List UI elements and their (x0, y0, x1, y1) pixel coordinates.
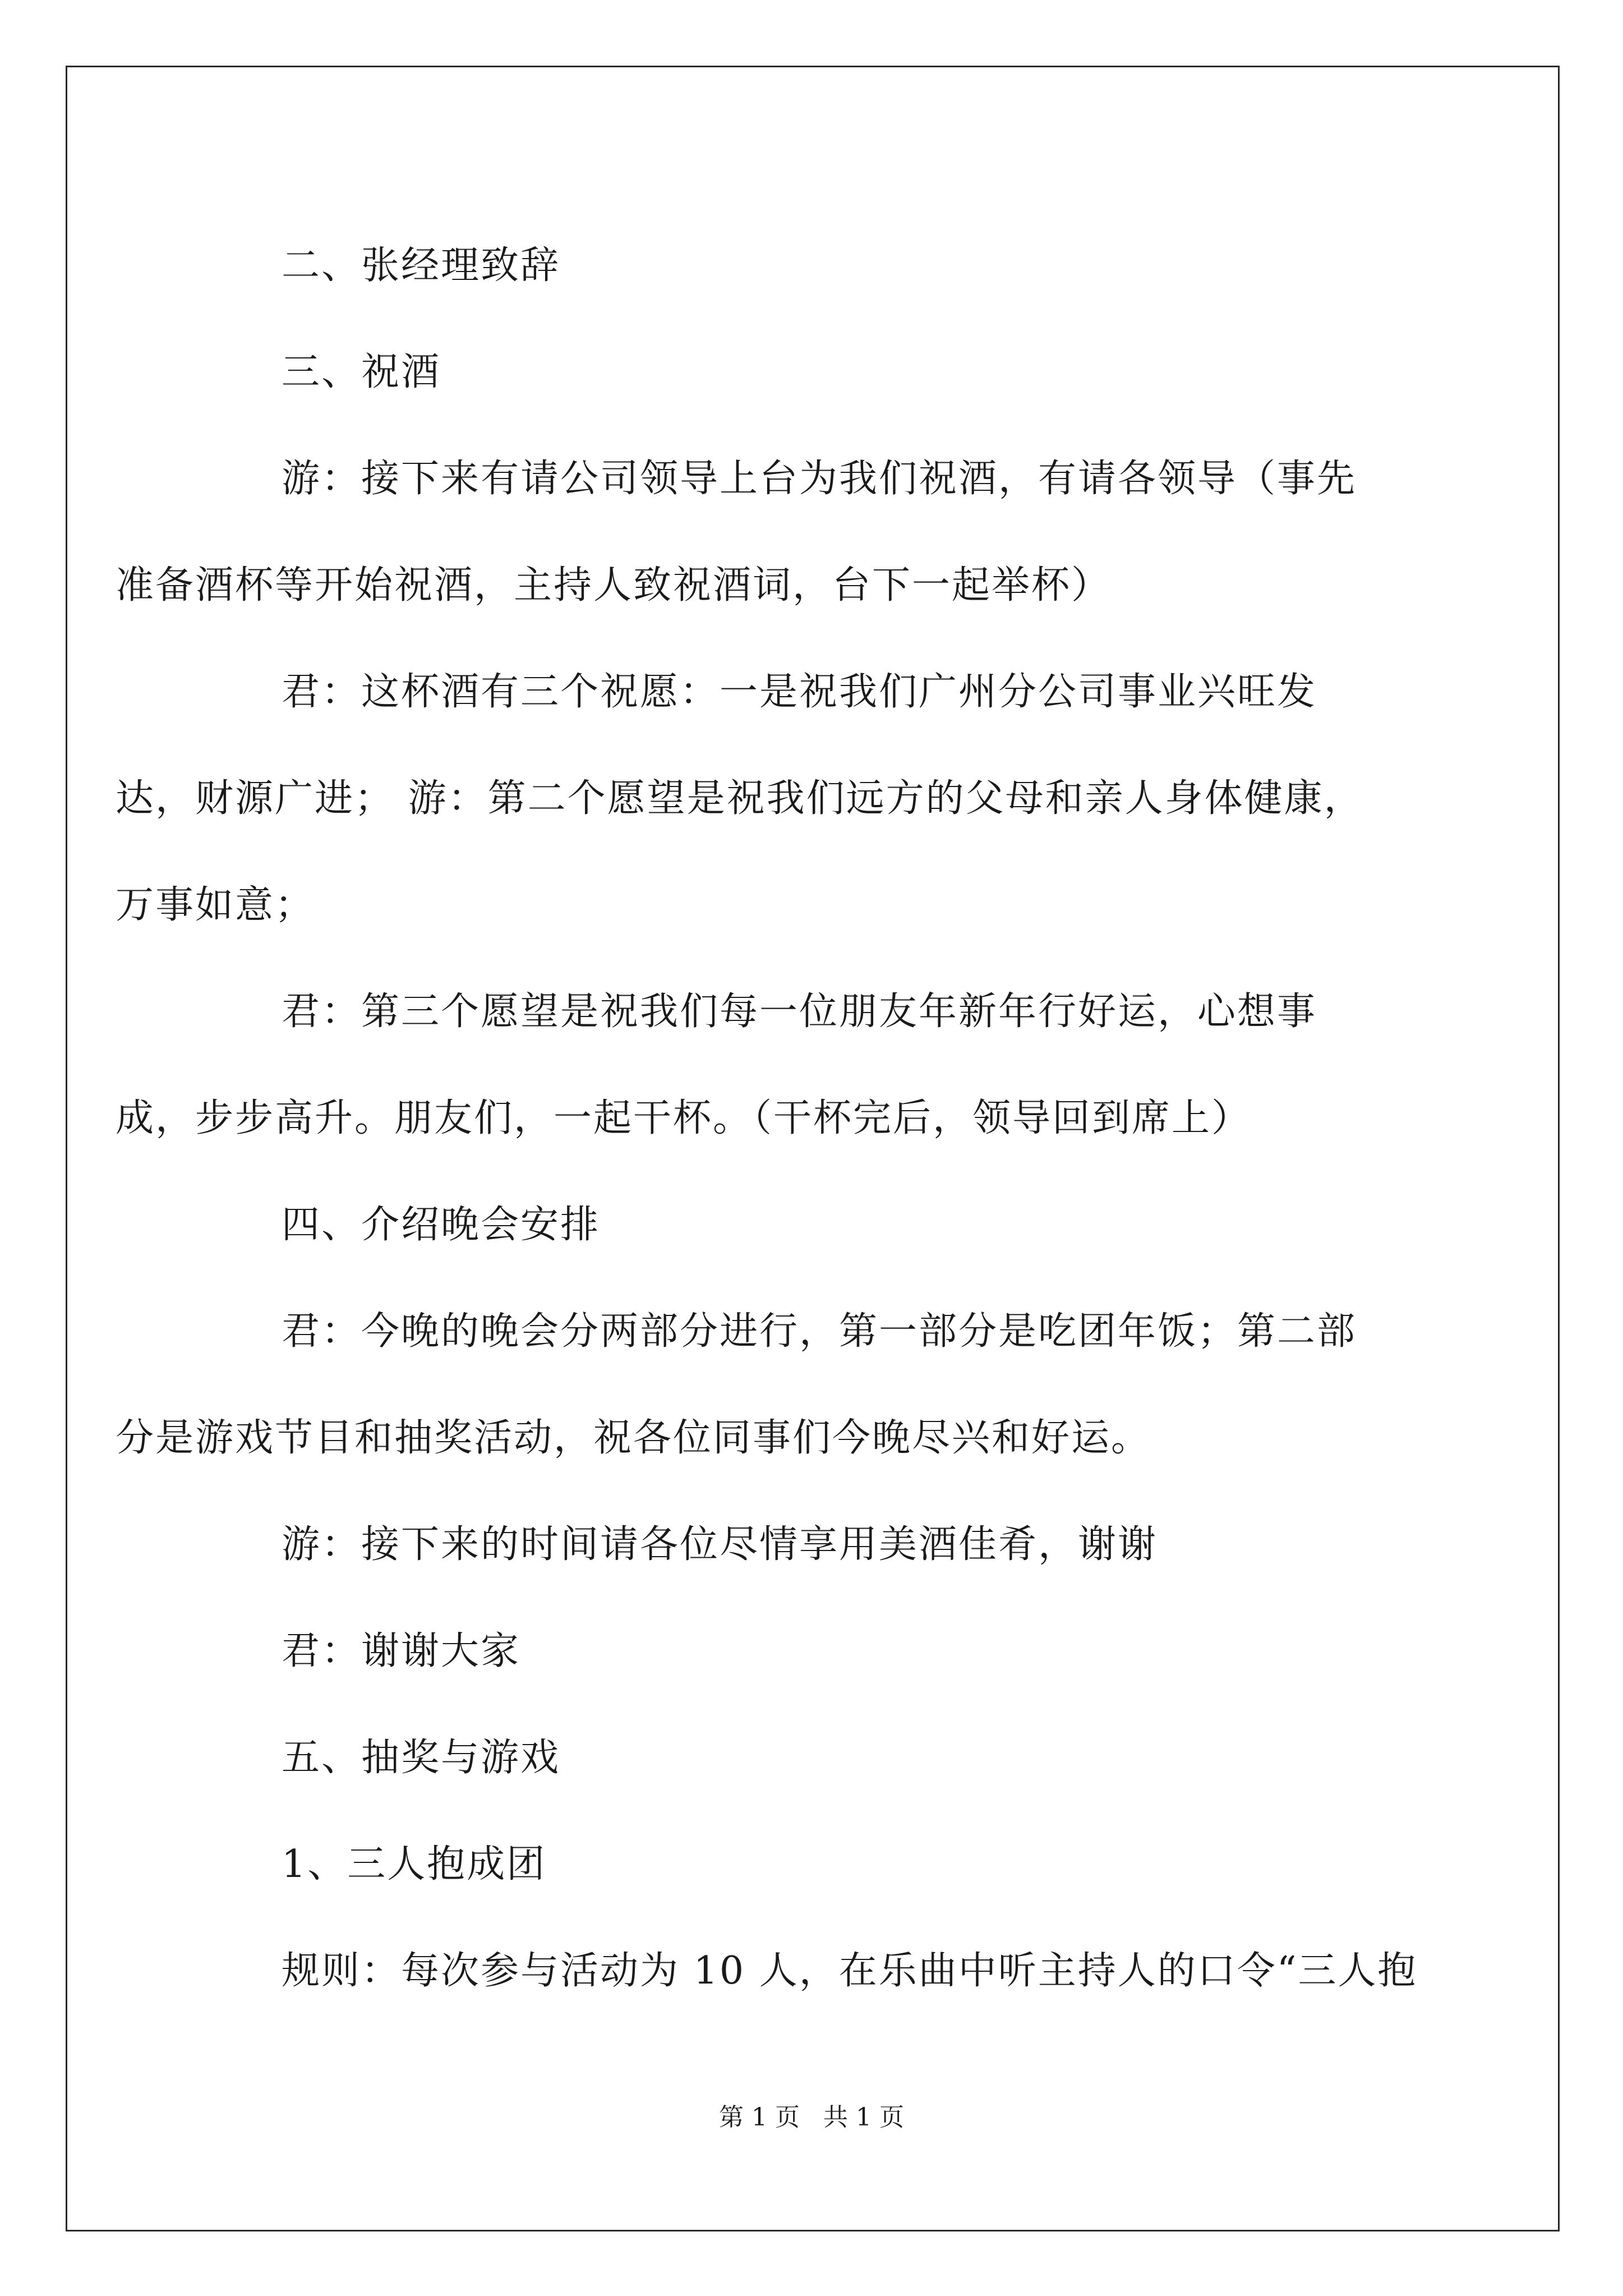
paragraph-game-rules: 规则：每次参与活动为 10 人，在乐曲中听主持人的口令“三人抱 (282, 1949, 1418, 1993)
paragraph-heading-2: 二、张经理致辞 (282, 243, 561, 288)
paragraph-heading-5: 五、抽奖与游戏 (282, 1736, 561, 1780)
page-footer (0, 2097, 1623, 2133)
page-number: 第 1 页 (719, 2103, 800, 2132)
paragraph-toast-intro: 游：接下来有请公司领导上台为我们祝酒，有请各领导（事先准备酒杯等开始祝酒，主持人致祝酒词，台下一起举杯） (116, 457, 1357, 608)
paragraph-heading-4: 四、介绍晚会安排 (282, 1203, 601, 1247)
paragraph-toast-wishes: 君：这杯酒有三个祝愿：一是祝我们广州分公司事业兴旺发达，财源广进； 游：第二个愿望是祝我们远方的父母和亲人身体健康，万事如意； (116, 670, 1364, 927)
page-total: 共 1 页 (823, 2103, 904, 2132)
paragraph-heading-3: 三、祝酒 (282, 350, 441, 394)
paragraph-game-1: 1、三人抱成团 (282, 1842, 547, 1887)
paragraph-enjoy-meal: 游：接下来的时间请各位尽情享用美酒佳肴，谢谢 (282, 1522, 1158, 1567)
document-body (116, 213, 1432, 2024)
paragraph-evening-schedule: 君：今晚的晚会分两部分进行，第一部分是吃团年饭；第二部分是游戏节目和抽奖活动，祝各位同事们今晚尽兴和好运。 (116, 1309, 1357, 1460)
paragraph-toast-third-wish: 君：第三个愿望是祝我们每一位朋友年新年行好运，心想事成，步步高升。朋友们，一起干杯。（干杯完后，领导回到席上） (116, 990, 1317, 1140)
paragraph-thanks: 君：谢谢大家 (282, 1629, 521, 1673)
